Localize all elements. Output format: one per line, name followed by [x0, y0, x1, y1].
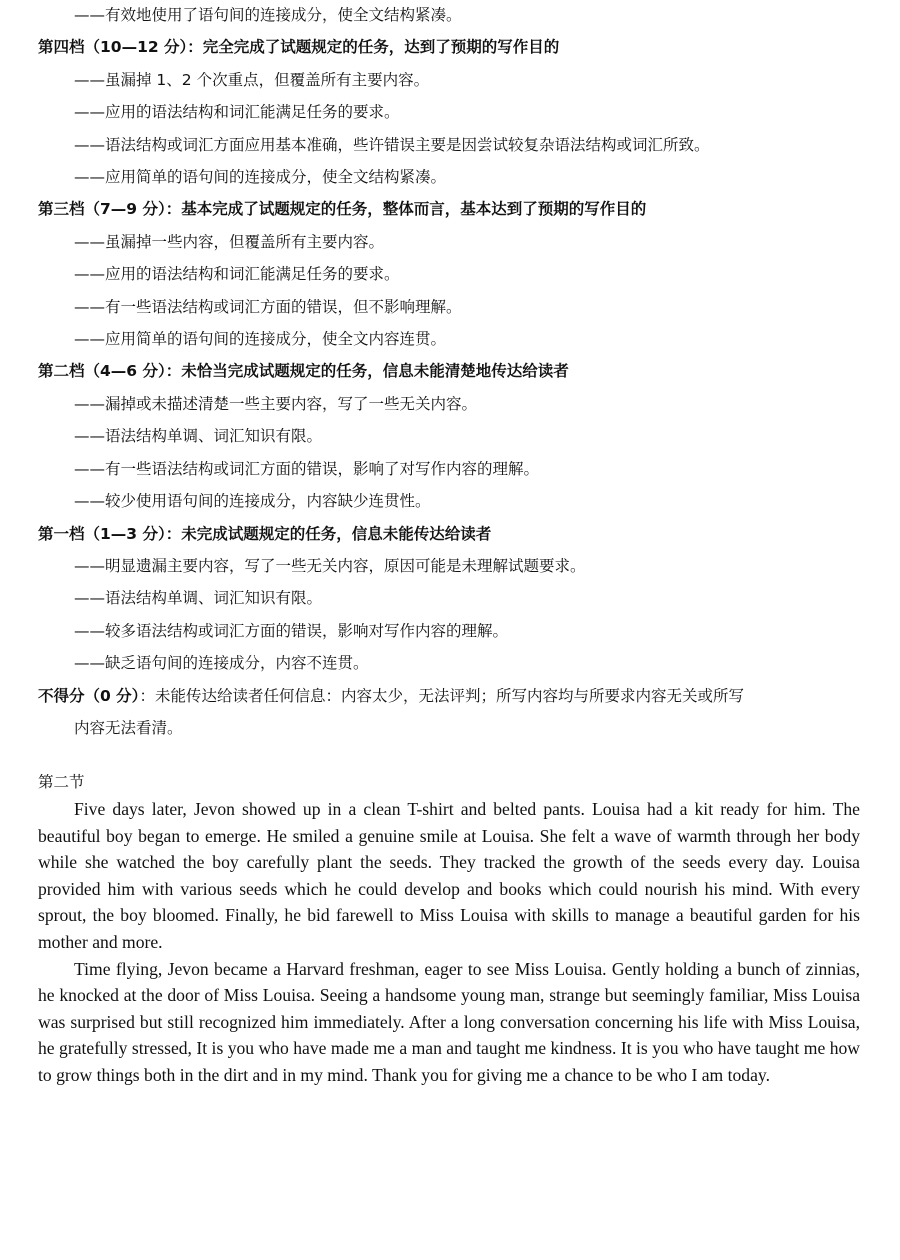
level-zero-text: ：未能传达给读者任何信息：内容太少，无法评判；所写内容均与所要求内容无关或所写 [139, 686, 744, 705]
rubric-item: ——较少使用语句间的连接成分，内容缺少连贯性。 [74, 492, 431, 511]
rubric-item: ——应用简单的语句间的连接成分，使全文内容连贯。 [74, 330, 447, 349]
essay-paragraph: Five days later, Jevon showed up in a clean T-shirt and belted pants. Louisa had a kit ready for him. The beautiful boy began to emerge. He smiled a genuine smile at Louisa. She felt a wave of warmth through her body while she watched the boy carefully plant the seeds. They tracked the growth of the seeds every day. Louisa provided him with various seeds which he could develop and books which could nourish his mind. With every sprout, the boy bloomed. Finally, he bid farewell to Miss Louisa with skills to manage a beautiful garden for his mother and more. [38, 799, 860, 952]
rubric-item: ——应用的语法结构和词汇能满足任务的要求。 [74, 103, 400, 122]
rubric-item: ——语法结构单调、词汇知识有限。 [74, 427, 323, 446]
rubric-item: ——应用简单的语句间的连接成分，使全文结构紧凑。 [74, 168, 447, 187]
rubric-item: ——明显遗漏主要内容，写了一些无关内容，原因可能是未理解试题要求。 [74, 556, 586, 575]
rubric-item: ——有一些语法结构或词汇方面的错误，但不影响理解。 [74, 297, 462, 316]
rubric-item: ——有一些语法结构或词汇方面的错误，影响了对写作内容的理解。 [74, 459, 540, 478]
rubric-item: ——虽漏掉 1、2 个次重点，但覆盖所有主要内容。 [74, 70, 430, 89]
rubric-item: ——语法结构单调、词汇知识有限。 [74, 589, 323, 608]
rubric-item: ——应用的语法结构和词汇能满足任务的要求。 [74, 265, 400, 284]
rubric-item: ——较多语法结构或词汇方面的错误，影响对写作内容的理解。 [74, 621, 509, 640]
level-heading-2: 第二档（4—6 分）：未恰当完成试题规定的任务，信息未能清楚地传达给读者 [38, 362, 569, 381]
rubric-item: ——漏掉或未描述清楚一些主要内容，写了一些无关内容。 [74, 394, 478, 413]
rubric-item: ——语法结构或词汇方面应用基本准确，些许错误主要是因尝试较复杂语法结构或词汇所致。 [74, 135, 710, 154]
level-heading-1: 第一档（1—3 分）：未完成试题规定的任务，信息未能传达给读者 [38, 524, 492, 543]
rubric-item: ——有效地使用了语句间的连接成分，使全文结构紧凑。 [74, 6, 462, 24]
level-zero-text-continued: 内容无法看清。 [74, 718, 183, 737]
rubric-item: ——虽漏掉一些内容，但覆盖所有主要内容。 [74, 232, 385, 251]
sample-essay [38, 796, 860, 1089]
level-zero [0, 680, 868, 745]
section-title: 第二节 [38, 773, 85, 791]
level-zero-label: 不得分（0 分） [38, 686, 140, 705]
rubric-item: ——缺乏语句间的连接成分，内容不连贯。 [74, 654, 369, 673]
level-heading-3: 第三档（7—9 分）：基本完成了试题规定的任务，整体而言，基本达到了预期的写作目的 [38, 200, 647, 219]
essay-paragraph: Time flying, Jevon became a Harvard freshman, eager to see Miss Louisa. Gently holding a bunch of zinnias, he knocked at the door of Miss Louisa. Seeing a handsome young man, strange but seemingly familiar, Miss Louisa was surprised but still recognized him immediately. After a long conversation concerning his life with Miss Louisa, he gratefully stressed, It is you who have made me a man and taught me kindness. It is you who have taught me how to grow things both in the dirt and in my mind. Thank you for giving me a chance to be who I am today. [38, 958, 860, 1085]
level-heading-4: 第四档（10—12 分）：完全完成了试题规定的任务，达到了预期的写作目的 [38, 38, 560, 57]
